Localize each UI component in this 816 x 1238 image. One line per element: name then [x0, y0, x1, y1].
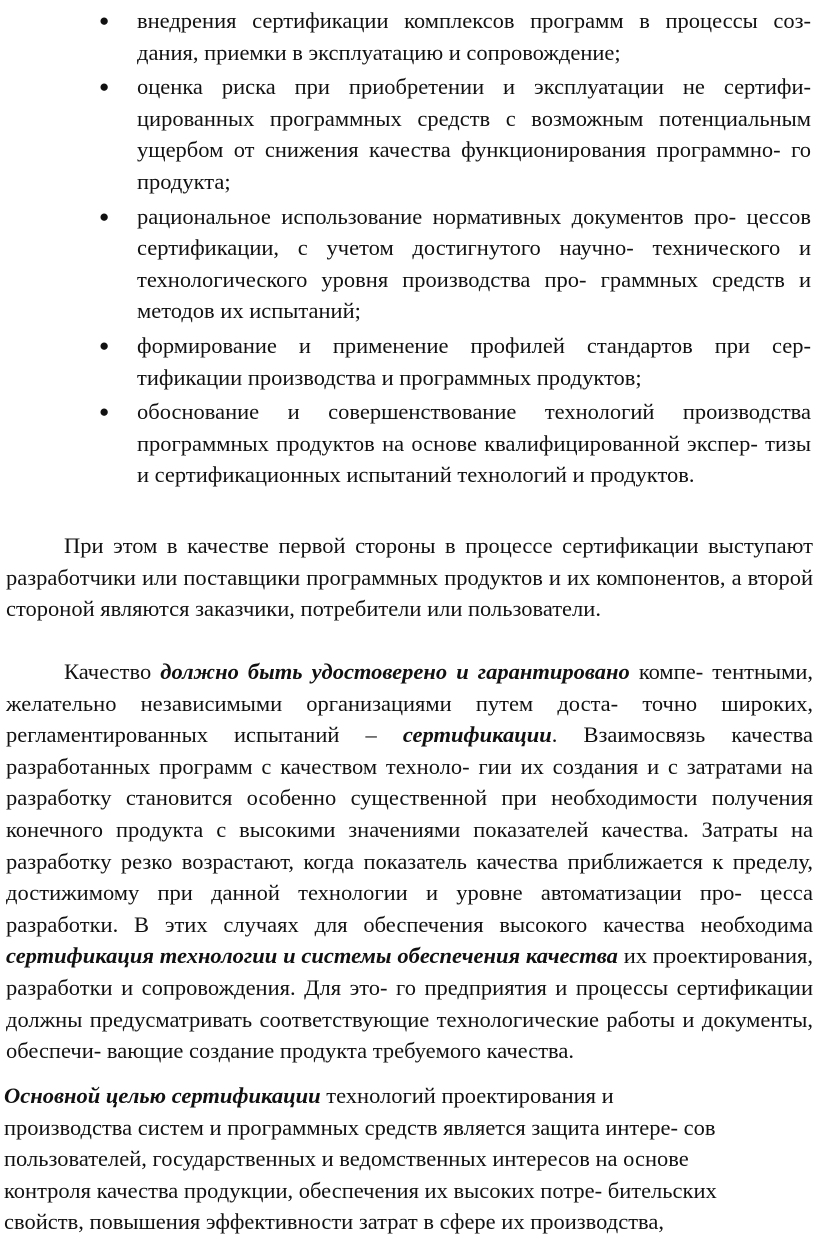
emphasis-text: Основной целью сертификации	[4, 1083, 321, 1108]
list-item-text: формирование и применение профилей стандартов при сер- тификации производства и программных продуктов;	[137, 332, 811, 390]
paragraph-quality	[6, 656, 813, 1067]
bullet-dot-icon: ●	[99, 206, 110, 226]
list-item	[99, 71, 811, 197]
bullet-dot-icon: ●	[99, 11, 110, 30]
paragraph-text: компе- тентными, желательно независимыми организациями путем доста- точно широких, регламентированных испытаний –	[6, 659, 814, 748]
paragraph-text: . Взаимосвязь качества разработанных программ с качеством техноло- гии их создания и с затратами на разработку становится особенно существенной при необходимости получения конечного продукта с высокими значениями показателей качества. Затраты на разработку резко возрастают, когда показатель качества приближается к пределу, достижимому при данной технологии и уровне автоматизации про- цесса разработки. В этих случаях для обеспечения высокого качества необходима	[6, 722, 813, 937]
list-item	[99, 330, 811, 393]
paragraph-parties: При этом в качестве первой стороны в процессе сертификации выступают разработчики или поставщики программных продуктов и их компонентов, а второй стороной являются заказчики, потребители или пользователи.	[6, 533, 813, 622]
list-item	[99, 396, 811, 491]
paragraph-text: технологий проектирования и производства систем и программных средств является защита интере- сов пользователей, государственных и ведомственных интересов на основе контроля качества продукции, обеспечения их высоких потре- бительских свойств, повышения эффективности затрат в сфере их производства,	[4, 1083, 717, 1235]
paragraph-goal	[4, 1080, 724, 1238]
paragraph-text: их проектирования, разработки и сопровождения. Для это- го предприятия и процессы сертификации должны предусматривать соответствующие технологические работы и документы, обеспечи- вающие создание продукта требуемого качества.	[6, 943, 813, 1064]
bullet-list	[0, 5, 816, 494]
bullet-dot-icon: ●	[99, 335, 110, 355]
emphasis-text: сертификации	[402, 722, 552, 748]
list-item	[99, 5, 811, 68]
list-item	[99, 201, 811, 327]
paragraph-text: Качество	[64, 659, 161, 684]
list-item-text: рациональное использование нормативных документов про- цессов сертификации, с учетом достигнутого научно- технического и технологического уровня производства про- граммных средств и методов их испытаний;	[137, 203, 811, 324]
bullet-dot-icon: ●	[99, 77, 110, 97]
list-item-text: оценка риска при приобретении и эксплуатации не сертифи- цированных программных средств с возможным потенциальным ущербом от снижения качества функционирования программно- го продукта;	[137, 74, 811, 194]
list-item-text: внедрения сертификации комплексов программ в процессы соз- дания, приемки в эксплуатацию и сопровождение;	[137, 8, 811, 65]
bullet-dot-icon: ●	[99, 402, 110, 422]
emphasis-text: сертификация технологии и системы обеспечения качества	[6, 943, 618, 969]
emphasis-text: должно быть удостоверено и гарантировано	[160, 659, 630, 684]
list-item-text: обоснование и совершенствование технологий производства программных продуктов на основе квалифицированной экспер- тизы и сертификационных испытаний технологий и продуктов.	[137, 399, 811, 488]
